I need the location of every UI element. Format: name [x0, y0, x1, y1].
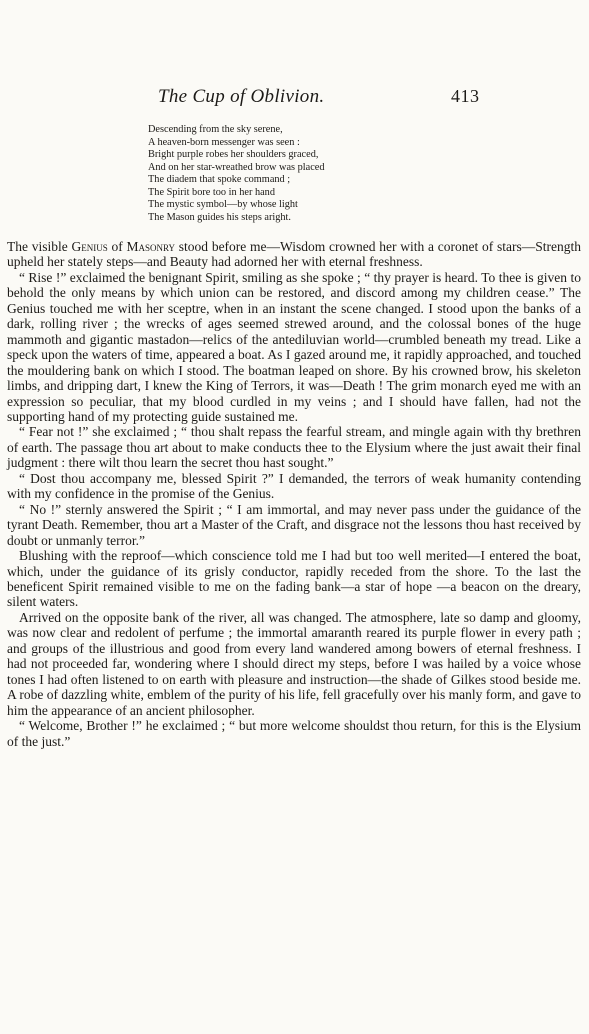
paragraph: “ Dost thou accompany me, blessed Spirit ?” I demanded, the terrors of weak humanity contending with my confidence in the promise of the Genius. [7, 470, 581, 502]
verse-line: The Spirit bore too in her hand [148, 186, 275, 198]
small-caps-word: Genius [71, 239, 108, 254]
paragraph: Arrived on the opposite bank of the river, all was changed. The atmosphere, late so damp and gloomy, was now clear and redolent of perfume ; the immortal amaranth reared its purple flower in every path ; and groups of the illustrious and good from every land wandered among bowers of eternal freshness. I had not proceeded far, wondering where I should direct my steps, before I was hailed by a voice whose tones I had often listened to on earth with pleasure and instruction—the shade of Gilkes stood beside me. A robe of dazzling white, emblem of the purity of his life, fell gracefully over his manly form, and gave to him the appearance of an ancient philosopher. [7, 609, 581, 718]
paragraph-text: The visible [7, 239, 72, 254]
page-number: 413 [451, 86, 480, 106]
verse-line: The mystic symbol—by whose light [148, 199, 298, 211]
verse-line: Descending from the sky serene, [148, 124, 283, 135]
paragraph-text: of [107, 239, 127, 254]
verse-line: A heaven-born messenger was seen : [148, 136, 300, 148]
verse-line: And on her star-wreathed brow was placed [148, 161, 325, 173]
running-title: The Cup of Oblivion. [158, 86, 325, 107]
paragraph-text: stood before me—Wisdom crowned her with a coronet of stars—Strength upheld her stately steps—and Beauty had adorned her with eternal freshness. [7, 239, 581, 270]
paragraph: “ Rise !” exclaimed the benignant Spirit, smiling as she spoke ; “ thy prayer is heard. To thee is given to behold the only means by which union can be restored, and discord among my children cease.” The Genius touched me with her sceptre, when in an instant the scene changed. I stood upon the banks of a dark, rolling river ; the wrecks of ages seemed strewed around, and the colossal bones of the huge mammoth and gigantic mastadon—relics of the antediluvian world—crumbled beneath my tread. Like a speck upon the waters of time, appeared a boat. As I gazed around me, it rapidly approached, and touched the mouldering bank on which I stood. The boatman leaped on shore. By his crowned brow, his skeleton limbs, and dripping dart, I knew the King of Terrors, it was—Death ! The grim monarch eyed me with an expression so peculiar, that my blood curdled in my veins ; and I should have fallen, had not the supporting hand of my protecting guide sustained me. [7, 269, 581, 424]
paragraph [7, 239, 581, 270]
page-header [0, 86, 589, 110]
verse-line: The Mason guides his steps aright. [148, 211, 291, 223]
small-caps-word: Masonry [126, 239, 176, 254]
paragraph: “ Welcome, Brother !” he exclaimed ; “ but more welcome shouldst thou return, for this is the Elysium of the just.” [7, 718, 581, 749]
body-text [7, 239, 581, 749]
paragraph: “ Fear not !” she exclaimed ; “ thou shalt repass the fearful stream, and mingle again with thy brethren of earth. The passage thou art about to make conducts thee to the Elysium where the just await their final judgment : there wilt thou learn the secret thou hast sought.” [7, 424, 581, 471]
verse-line: Bright purple robes her shoulders graced, [148, 149, 319, 161]
paragraph: “ No !” sternly answered the Spirit ; “ I am immortal, and may never pass under the guidance of the tyrant Death. Remember, thou art a Master of the Craft, and disgrace not the lessons thou hast received by doubt or unmanly terror.” [7, 501, 581, 548]
verse-line: The diadem that spoke command ; [148, 174, 291, 186]
paragraph: Blushing with the reproof—which conscience told me I had but too well merited—I entered the boat, which, under the guidance of its grisly conductor, rapidly receded from the shore. To the last the beneficent Spirit remained visible to me on the fading bank—a star of hope —a beacon on the dreary, silent waters. [7, 548, 581, 610]
verse-block [148, 124, 448, 224]
